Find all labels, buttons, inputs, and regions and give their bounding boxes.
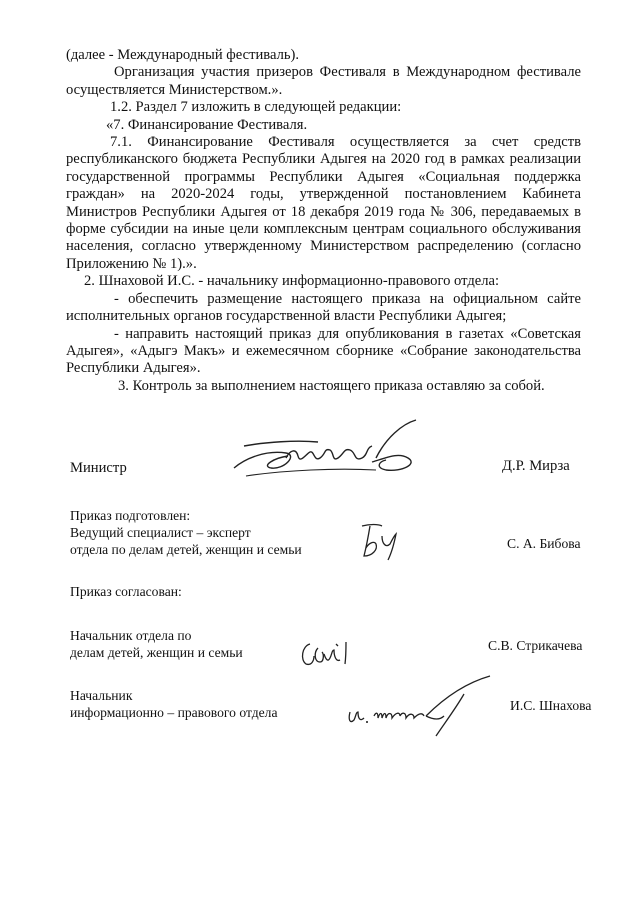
prepared-heading: Приказ подготовлен: <box>70 508 191 523</box>
minister-signature <box>226 418 441 488</box>
prepared-signature <box>356 522 406 562</box>
agreed-person1-signature <box>296 636 356 672</box>
paragraph-assignment: 2. Шнаховой И.С. - начальнику информационно-правового отдела: <box>84 273 500 290</box>
paragraph-section-7: 1.2. Раздел 7 изложить в следующей редакции: <box>110 99 402 116</box>
paragraph-publish-site: - обеспечить размещение настоящего приказа на официальном сайте исполнительных органов государственной власти Республики Адыгея; <box>66 290 581 325</box>
prepared-name: С. А. Бибова <box>507 536 581 551</box>
paragraph-control: 3. Контроль за выполнением настоящего приказа оставляю за собой. <box>118 377 545 394</box>
agreed-person2-role-line1: Начальник <box>70 688 133 703</box>
prepared-role-line1: Ведущий специалист – эксперт <box>70 524 251 540</box>
paragraph-participation: Организация участия призеров Фестиваля в Международном фестивале осуществляется Министерством.». <box>66 64 581 98</box>
paragraph-publish-newspapers: - направить настоящий приказ для опубликования в газетах «Советская Адыгея», «Адыгэ Макъ» и ежемесячном сборнике «Собрание законодательства Республики Адыгея». <box>66 325 581 377</box>
agreed-person2-name: И.С. Шнахова <box>510 698 592 713</box>
agreed-person2-role-line2: информационно – правового отдела <box>70 704 278 720</box>
paragraph-financing-7-1: 7.1. Финансирование Фестиваля осуществляется за счет средств республиканского бюджета Республики Адыгея на 2020 год в рамках реализации государственной программы Республики Адыгея «Социальная поддержка граждан» на 2020-2024 годы, утвержденной постановлением Кабинета Министров Республики Адыгея от 18 декабря 2019 года № 306, передаваемых в форме субсидии на иные цели комплексным центрам социального обслуживания населения, согласно утвержденному Министерством распределению (согласно Приложению № 1).». <box>66 134 581 272</box>
agreed-person1-role-line1: Начальник отдела по <box>70 628 192 643</box>
document-body <box>66 47 581 395</box>
minister-title: Министр <box>70 460 127 476</box>
agreed-person1-role-line2: делам детей, женщин и семьи <box>70 644 243 660</box>
agreed-person1-name: С.В. Стрикачева <box>488 638 583 653</box>
prepared-role-line2: отдела по делам детей, женщин и семьи <box>70 541 302 557</box>
agreed-person2-block <box>70 688 278 722</box>
agreed-person1-block <box>70 628 243 662</box>
paragraph-financing-heading: «7. Финансирование Фестиваля. <box>106 116 308 133</box>
prepared-block <box>70 508 302 558</box>
minister-name: Д.Р. Мирза <box>502 458 570 474</box>
paragraph-international-festival: (далее - Международный фестиваль). <box>66 47 300 63</box>
agreed-person2-signature <box>344 672 494 742</box>
agreed-heading: Приказ согласован: <box>70 584 182 599</box>
